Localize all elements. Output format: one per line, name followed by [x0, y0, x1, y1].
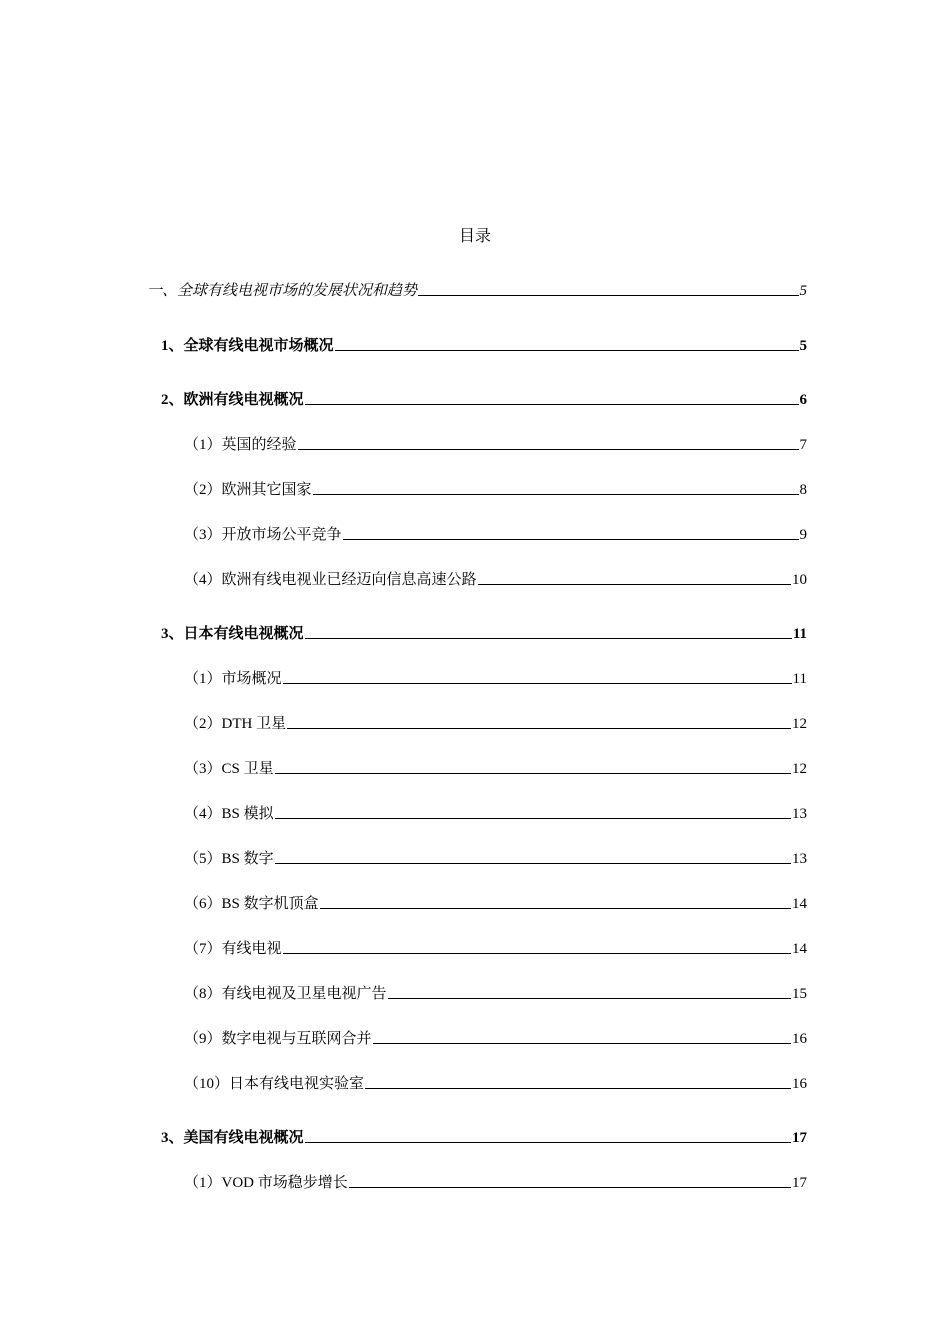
- toc-entry-page: 5: [799, 338, 807, 354]
- toc-entry[interactable]: [184, 432, 807, 454]
- toc-entry-page: 17: [792, 1130, 807, 1146]
- toc-leader: [275, 818, 791, 819]
- toc-entry-page: 14: [792, 941, 807, 957]
- toc-entry-label: （2）DTH 卫星: [184, 716, 287, 732]
- toc-entry-page: 12: [792, 716, 807, 732]
- toc-entry-label: （3）开放市场公平竞争: [184, 527, 342, 543]
- toc-entry[interactable]: [184, 981, 807, 1003]
- toc-leader: [305, 1142, 791, 1143]
- toc-entry[interactable]: [161, 333, 807, 355]
- toc-entry-label: （10）日本有线电视实验室: [184, 1076, 365, 1092]
- toc-entry-label: （1）VOD 市场稳步增长: [184, 1175, 348, 1191]
- toc-entry-page: 15: [792, 986, 807, 1002]
- toc-entry[interactable]: [184, 567, 807, 589]
- toc-entry-page: 17: [792, 1175, 807, 1191]
- toc-leader: [298, 449, 799, 450]
- toc-entry-label: 3、美国有线电视概况: [161, 1130, 304, 1146]
- toc-entry-page: 11: [792, 671, 807, 687]
- toc-title: 目录: [458, 228, 491, 245]
- toc-entry-label: （6）BS 数字机顶盒: [184, 896, 319, 912]
- toc-entry-label: （1）英国的经验: [184, 437, 297, 453]
- toc-entry-label: 1、全球有线电视市场概况: [161, 338, 334, 354]
- toc-entry[interactable]: [184, 936, 807, 958]
- toc-entry[interactable]: [184, 711, 807, 733]
- toc-entry-label: 3、日本有线电视概况: [161, 626, 304, 642]
- toc-entry-label: （5）BS 数字: [184, 851, 274, 867]
- toc-entry-label: 2、欧洲有线电视概况: [161, 392, 304, 408]
- toc-entry[interactable]: [184, 1071, 807, 1093]
- toc-entry-page: 11: [792, 626, 807, 642]
- toc-entry[interactable]: [184, 756, 807, 778]
- toc-leader: [313, 494, 799, 495]
- toc-entry-page: 8: [799, 482, 807, 498]
- toc-leader: [283, 683, 792, 684]
- toc-entry-page: 16: [792, 1076, 807, 1092]
- toc-leader: [418, 295, 798, 296]
- toc-entry-label: （2）欧洲其它国家: [184, 482, 312, 498]
- toc-leader: [275, 863, 791, 864]
- toc-entry-page: 10: [792, 572, 807, 588]
- toc-leader: [305, 638, 792, 639]
- toc-leader: [283, 953, 791, 954]
- toc-entry[interactable]: [147, 278, 807, 300]
- toc-entry-page: 7: [799, 437, 807, 453]
- toc-entry[interactable]: [161, 1125, 807, 1147]
- toc-entry-page: 16: [792, 1031, 807, 1047]
- toc-leader: [335, 350, 799, 351]
- toc-entry-page: 14: [792, 896, 807, 912]
- toc-entry[interactable]: [184, 891, 807, 913]
- toc-entry-label: （1）市场概况: [184, 671, 282, 687]
- toc-entry-label: （9）数字电视与互联网合并: [184, 1031, 372, 1047]
- toc-entry-label: （7）有线电视: [184, 941, 282, 957]
- toc-entry-page: 6: [799, 392, 807, 408]
- toc-entry[interactable]: [184, 477, 807, 499]
- toc-leader: [320, 908, 791, 909]
- toc-entry-page: 13: [792, 851, 807, 867]
- toc-entry-page: 12: [792, 761, 807, 777]
- toc-entry-label: （4）BS 模拟: [184, 806, 274, 822]
- toc-entry[interactable]: [161, 621, 807, 643]
- toc-entry[interactable]: [184, 801, 807, 823]
- toc-leader: [343, 539, 799, 540]
- toc-leader: [305, 404, 799, 405]
- toc-entry-page: 9: [799, 527, 807, 543]
- toc-leader: [388, 998, 791, 999]
- toc-leader: [349, 1187, 791, 1188]
- toc-entry[interactable]: [184, 1170, 807, 1192]
- toc-entry[interactable]: [184, 666, 807, 688]
- toc-entry[interactable]: [184, 522, 807, 544]
- toc-entry-page: 13: [792, 806, 807, 822]
- toc-entry[interactable]: [184, 846, 807, 868]
- toc-leader: [275, 773, 791, 774]
- toc-entry-label: 一、全球有线电视市场的发展状况和趋势: [147, 283, 418, 299]
- toc-entry-label: （4）欧洲有线电视业已经迈向信息高速公路: [184, 572, 477, 588]
- toc-entry[interactable]: [161, 387, 807, 409]
- toc-entry[interactable]: [184, 1026, 807, 1048]
- toc-entry-page: 5: [799, 283, 807, 299]
- toc-leader: [287, 728, 791, 729]
- toc-leader: [373, 1043, 791, 1044]
- toc-entry-label: （3）CS 卫星: [184, 761, 274, 777]
- toc-leader: [365, 1088, 791, 1089]
- toc-leader: [478, 584, 791, 585]
- toc-entry-label: （8）有线电视及卫星电视广告: [184, 986, 387, 1002]
